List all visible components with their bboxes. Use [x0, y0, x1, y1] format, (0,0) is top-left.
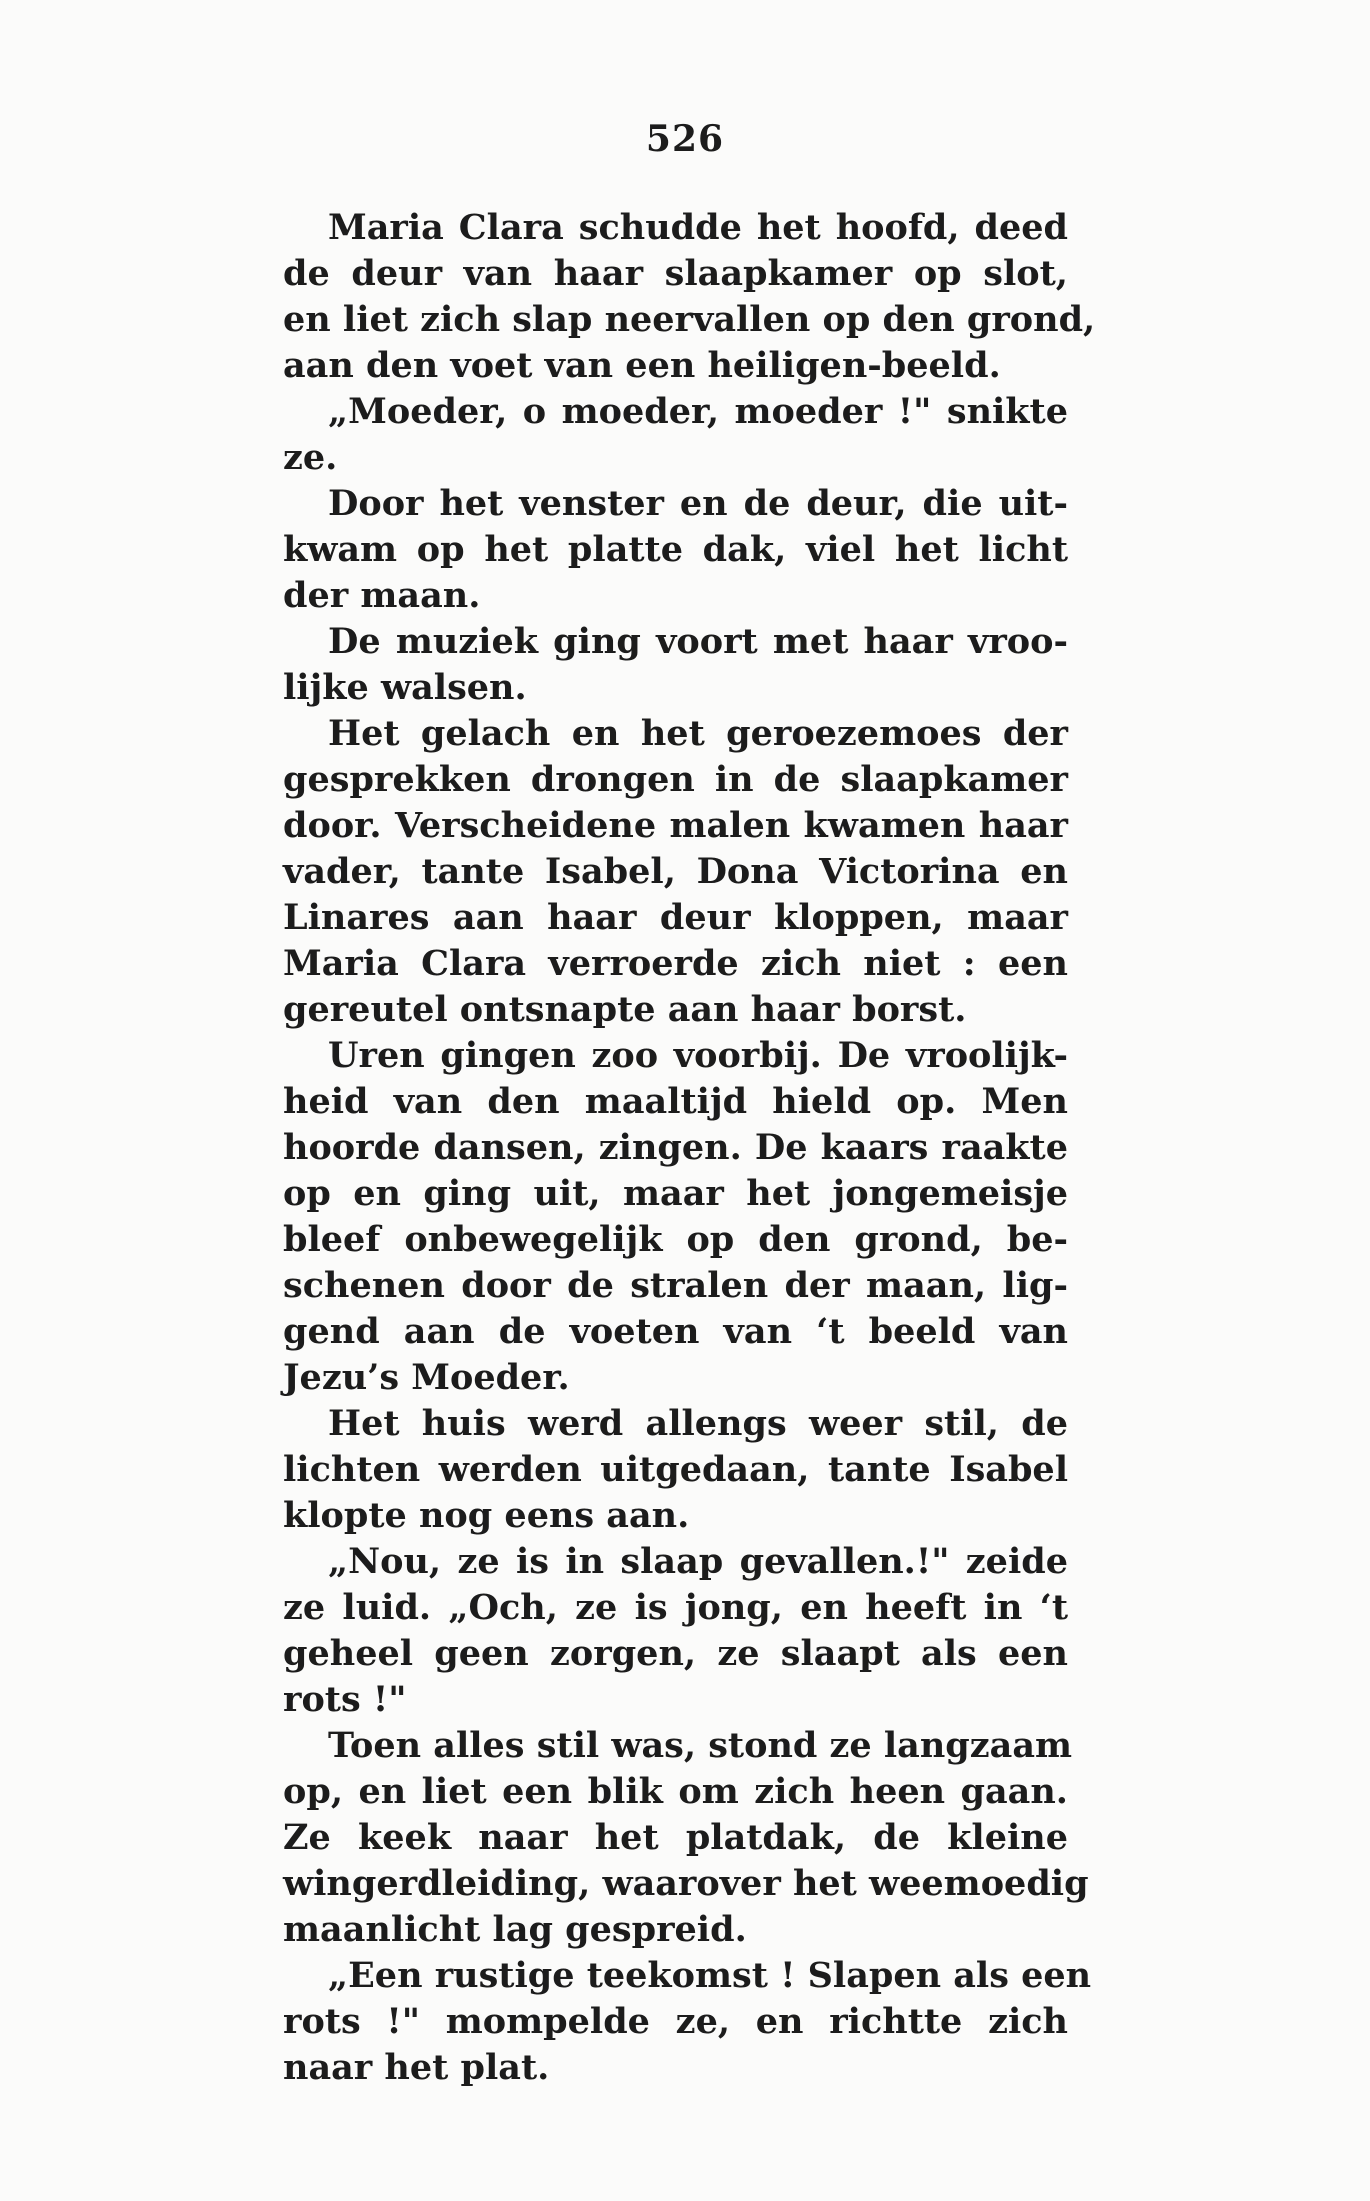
text-line: Maria Clara schudde het hoofd, deed — [328, 207, 1068, 248]
text-line: Het huis werd allengs weer stil, de — [328, 1403, 1068, 1444]
text-line: en liet zich slap neervallen op den grond, — [283, 299, 1096, 340]
text-line: geheel geen zorgen, ze slaapt als een — [283, 1633, 1068, 1674]
text-line: „Nou, ze is in slaap gevallen.!" zeide — [328, 1541, 1068, 1582]
text-line: heid van den maaltijd hield op. Men — [283, 1081, 1068, 1122]
text-line: rots !" — [283, 1679, 407, 1720]
text-line: „Een rustige teekomst ! Slapen als een — [328, 1955, 1092, 1996]
text-line: gesprekken drongen in de slaapkamer — [283, 759, 1068, 800]
text-line: rots !" mompelde ze, en richtte zich — [283, 2001, 1068, 2042]
text-line: schenen door de stralen der maan, lig- — [283, 1265, 1068, 1306]
text-line: naar het plat. — [283, 2047, 550, 2088]
text-line: Ze keek naar het platdak, de kleine — [283, 1817, 1068, 1858]
text-line: kwam op het platte dak, viel het licht — [283, 529, 1068, 570]
text-line: de deur van haar slaapkamer op slot, — [283, 253, 1068, 294]
text-line: der maan. — [283, 575, 481, 616]
text-line: door. Verscheidene malen kwamen haar — [283, 805, 1068, 846]
text-line: vader, tante Isabel, Dona Victorina en — [283, 851, 1068, 892]
page-number: 526 — [645, 118, 725, 160]
text-line: Maria Clara verroerde zich niet : een — [283, 943, 1068, 984]
body-text — [283, 205, 1096, 2091]
text-line: lichten werden uitgedaan, tante Isabel — [283, 1449, 1068, 1490]
text-line: gend aan de voeten van ‘t beeld van — [283, 1311, 1068, 1352]
text-line: klopte nog eens aan. — [283, 1495, 690, 1536]
text-line: Linares aan haar deur kloppen, maar — [283, 897, 1068, 938]
text-line: op en ging uit, maar het jongemeisje — [283, 1173, 1068, 1214]
text-line: Toen alles stil was, stond ze langzaam — [328, 1725, 1073, 1766]
text-line: op, en liet een blik om zich heen gaan. — [283, 1771, 1068, 1812]
text-line: bleef onbewegelijk op den grond, be- — [283, 1219, 1068, 1260]
text-line: ze luid. „Och, ze is jong, en heeft in ‘t — [283, 1587, 1068, 1628]
text-line: „Moeder, o moeder, moeder !" snikte — [328, 391, 1068, 432]
text-line: aan den voet van een heiligen-beeld. — [283, 345, 1001, 386]
text-line: ze. — [283, 437, 338, 478]
text-line: lijke walsen. — [283, 667, 527, 708]
text-line: Door het venster en de deur, die uit- — [328, 483, 1068, 524]
text-line: Uren gingen zoo voorbij. De vroolijk- — [328, 1035, 1068, 1076]
text-line: Het gelach en het geroezemoes der — [328, 713, 1068, 754]
text-line: gereutel ontsnapte aan haar borst. — [283, 989, 967, 1030]
text-line: Jezu’s Moeder. — [283, 1357, 570, 1398]
text-line: maanlicht lag gespreid. — [283, 1909, 747, 1950]
text-line: wingerdleiding, waarover het weemoedig — [283, 1863, 1089, 1904]
text-line: De muziek ging voort met haar vroo- — [328, 621, 1068, 662]
text-line: hoorde dansen, zingen. De kaars raakte — [283, 1127, 1068, 1168]
